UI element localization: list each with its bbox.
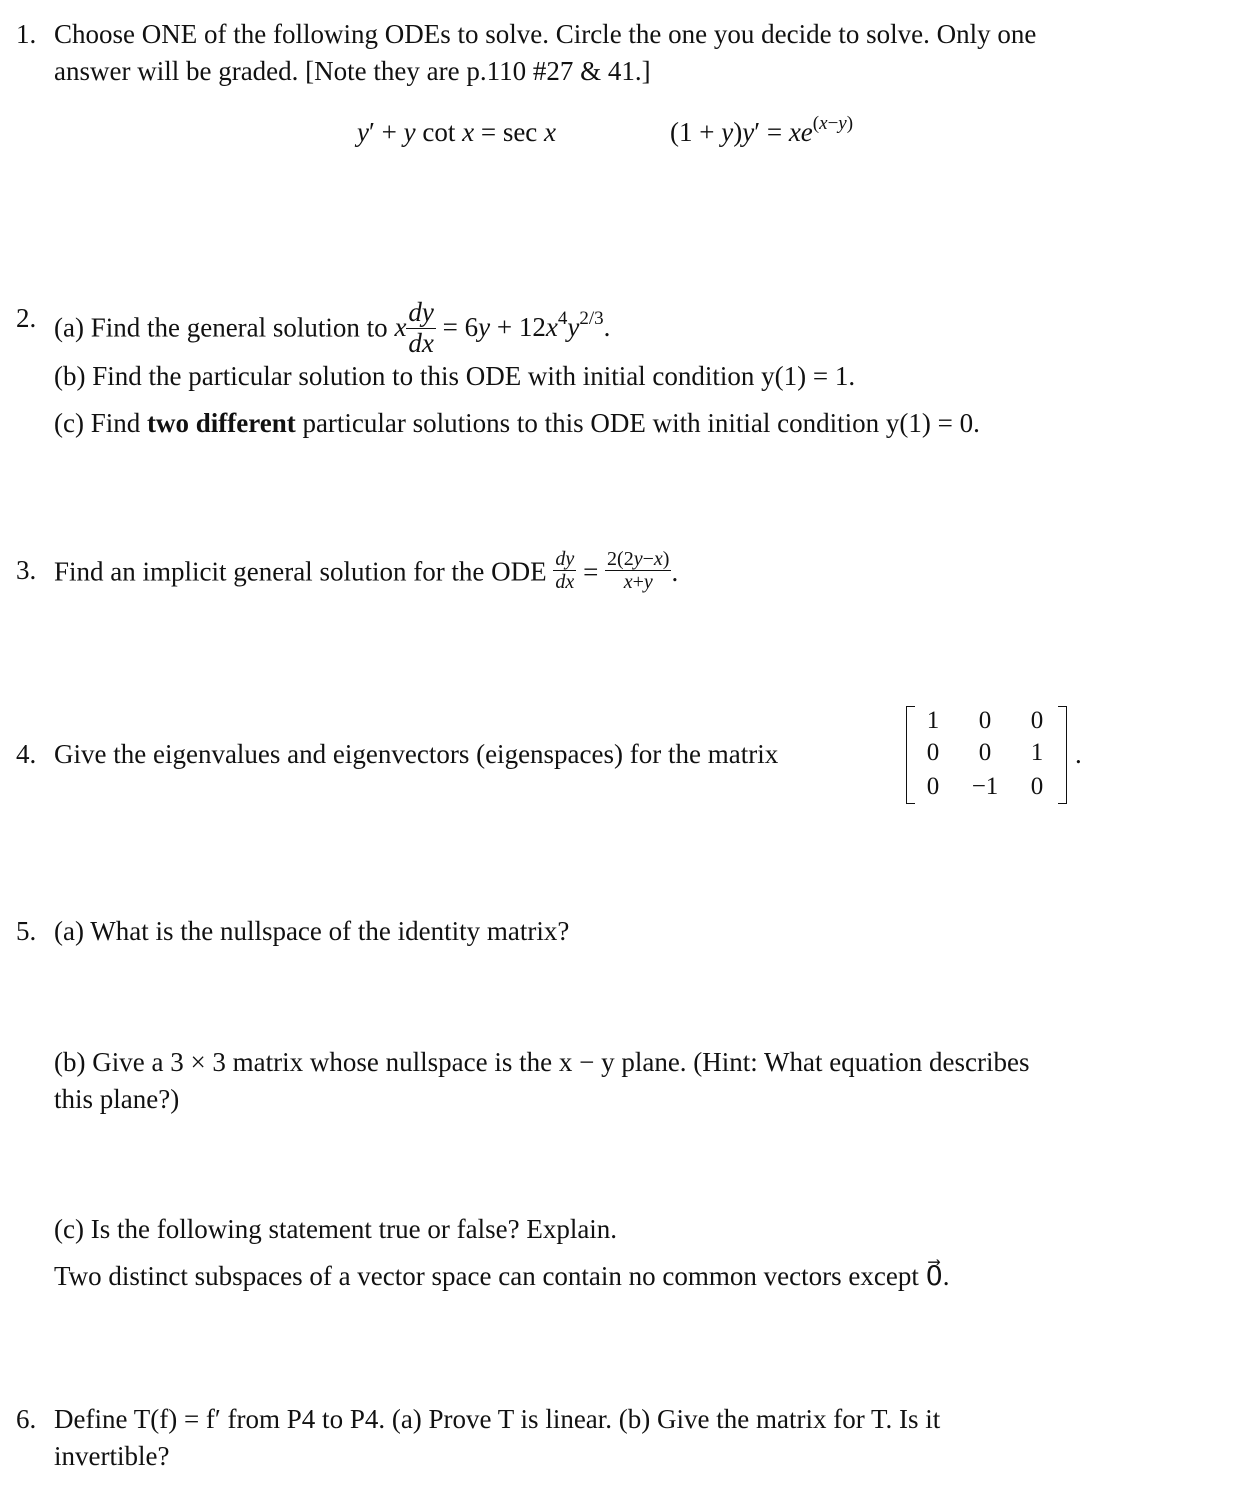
question-3-equation: $\frac{dy}{dx}$ = $\frac{2(2y-x)}{x+y}$ . xyxy=(555,548,679,593)
matrix-cell: 0 xyxy=(1030,773,1044,800)
matrix-cell: 0 xyxy=(978,707,992,734)
question-3-number: 3. xyxy=(16,555,37,585)
matrix-cell: 1 xyxy=(1030,739,1044,766)
question-5-part-c-question: (c) Is the following statement true or false? Explain. xyxy=(54,1214,618,1244)
question-1-equation-a: y′ + y cot x = sec x xyxy=(357,117,557,147)
matrix-cell: 0 xyxy=(1030,707,1044,734)
matrix-right-bracket xyxy=(1058,706,1067,804)
question-4-text: Give the eigenvalues and eigenvectors (eigenspaces) for the matrix xyxy=(54,739,779,769)
question-2-part-a: (a) Find the general solution to x $\frac{dy}{dx}$ = $6y + 12x^4y^{2/3}$. xyxy=(54,297,611,358)
eigen-matrix xyxy=(900,706,1070,802)
question-1-line-2: answer will be graded. [Note they are p.110 #27 & 41.] xyxy=(54,56,651,86)
matrix-cell: −1 xyxy=(971,773,999,800)
question-6-number: 6. xyxy=(16,1404,37,1434)
question-2-part-b: (b) Find the particular solution to this ODE with initial condition y(1) = 1. xyxy=(54,361,856,391)
matrix-cell: 0 xyxy=(926,773,940,800)
question-6-line-2: invertible? xyxy=(54,1441,170,1471)
matrix-left-bracket xyxy=(906,706,915,804)
question-1-line-1: Choose ONE of the following ODEs to solve. Circle the one you decide to solve. Only one xyxy=(54,19,1037,49)
question-1-equation-b: $(1 + y)y' = xe^{(x-y)}$ xyxy=(670,113,854,147)
question-3-text: Find an implicit general solution for the ODE $\frac{dy}{dx}$ = $\frac{2(2y-x)}{x+y}$ . xyxy=(54,548,679,593)
question-5-number: 5. xyxy=(16,916,37,946)
question-6-line-1: Define T(f) = f′ from P4 to P4. (a) Prove T is linear. (b) Give the matrix for T. Is it xyxy=(54,1404,941,1434)
question-5-part-b-line-1: (b) Give a 3 × 3 matrix whose nullspace is the x − y plane. (Hint: What equation describes xyxy=(54,1047,1030,1077)
question-4-number: 4. xyxy=(16,739,37,769)
question-2-number: 2. xyxy=(16,303,37,333)
question-5-statement: Two distinct subspaces of a vector space can contain no common vectors except 0⃗. xyxy=(54,1261,950,1291)
emphasis-two-different: two different xyxy=(146,408,296,438)
matrix-cell: 0 xyxy=(978,739,992,766)
question-1-number: 1. xyxy=(16,19,37,49)
question-5-part-a: (a) What is the nullspace of the identity matrix? xyxy=(54,916,570,946)
question-5-part-b-line-2: this plane?) xyxy=(54,1084,180,1114)
question-2-equation: x $\frac{dy}{dx}$ = $6y + 12x^4y^{2/3}$. xyxy=(394,297,611,358)
matrix-cell: 0 xyxy=(926,739,940,766)
matrix-cell: 1 xyxy=(926,707,940,734)
question-2-part-c: (c) Find two different particular solutions to this ODE with initial condition y(1) = 0. xyxy=(54,408,980,438)
matrix-trailing-period: . xyxy=(1075,739,1082,769)
